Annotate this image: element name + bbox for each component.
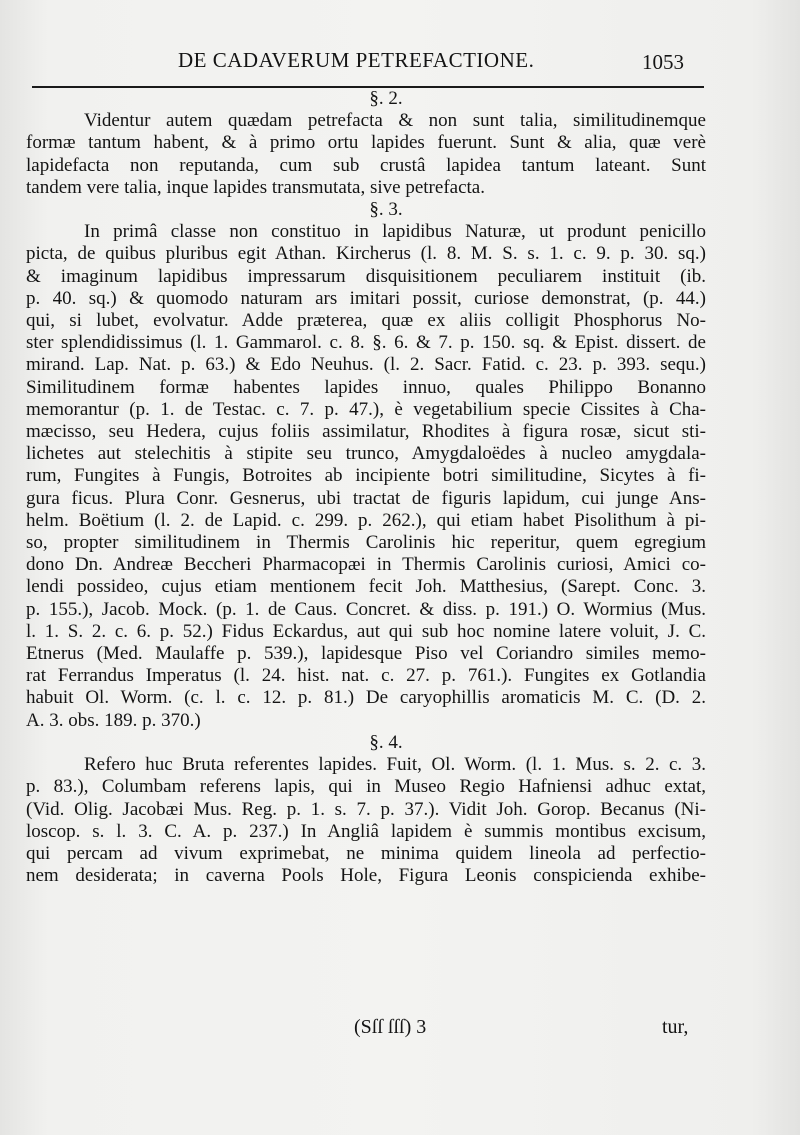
text-line: dono Dn. Andreæ Beccheri Pharmacopæi in Thermis Carolinis curiosi, Amici co-	[26, 554, 706, 576]
text-line: p. 40. sq.) & quomodo naturam ars imitari possit, curiose demonstrat, (p. 44.)	[26, 287, 706, 309]
text-line: qui, si lubet, evolvatur. Adde præterea, quæ ex aliis colligit Phosphorus No-	[26, 310, 706, 332]
text-line: lapidefacta non reputanda, cum sub crustâ lapidea tantum lateant. Sunt	[26, 154, 706, 176]
text-line: tandem vere talia, inque lapides transmutata, sive petrefacta.	[26, 176, 485, 198]
page-number: 1053	[642, 50, 684, 74]
text-line: (Vid. Olig. Jacobæi Mus. Reg. p. 1. s. 7. p. 37.). Vidit Joh. Gorop. Becanus (Ni-	[26, 798, 706, 820]
text-line: Videntur autem quædam petrefacta & non sunt talia, similitudinemque	[84, 110, 706, 132]
section-4	[26, 732, 706, 887]
text-line: nem desiderata; in caverna Pools Hole, Figura Leonis conspicienda exhibe-	[26, 865, 706, 887]
text-line: Similitudinem formæ habentes lapides innuo, quales Philippo Bonanno	[26, 376, 706, 398]
section-heading: §. 3.	[369, 199, 403, 221]
text-line: l. 1. S. 2. c. 6. p. 52.) Fidus Eckardus, aut qui sub hoc nomine latere voluit, J. C.	[26, 620, 706, 642]
text-line: helm. Boëtium (l. 2. de Lapid. c. 299. p. 262.), qui etiam habet Pisolithum à pi-	[26, 509, 706, 531]
text-line: rum, Fungites à Fungis, Botroites ab incipiente botri similitudine, Sicytes à fi-	[26, 465, 706, 487]
text-line: memorantur (p. 1. de Testac. c. 7. p. 47.), è vegetabilium specie Cissites à Cha-	[26, 398, 706, 420]
body-text	[26, 88, 706, 887]
text-line: & imaginum lapidibus impressarum disquisitionem peculiarem instituit (ib.	[26, 265, 706, 287]
section-heading: §. 4.	[369, 731, 403, 753]
text-line: so, propter similitudinem in Thermis Carolinis hic reperitur, quem egregium	[26, 532, 706, 554]
text-line: loscop. s. l. 3. C. A. p. 237.) In Angliâ lapidem è summis montibus excisum,	[26, 820, 706, 842]
text-line: ster splendidissimus (l. 1. Gammarol. c. 8. §. 6. & 7. p. 150. sq. & Epist. dissert. de	[26, 332, 706, 354]
text-line: qui percam ad vivum exprimebat, ne minima quidem lineola ad perfectio-	[26, 842, 706, 864]
text-line: A. 3. obs. 189. p. 370.)	[26, 709, 201, 731]
text-line: p. 83.), Columbam referens lapis, qui in Museo Regio Hafniensi adhuc extat,	[26, 776, 706, 798]
text-line: mirand. Lap. Nat. p. 63.) & Edo Neuhus. (l. 2. Sacr. Fatid. c. 23. p. 393. sequ.)	[26, 354, 706, 376]
text-line: lendi possideo, cujus etiam mentionem fecit Joh. Matthesius, (Sarept. Conc. 3.	[26, 576, 706, 598]
text-line: lichetes aut stelechitis à stipite seu trunco, Amygdaloëdes à nucleo amygdala-	[26, 443, 706, 465]
running-title: DE CADAVERUM PETREFACTIONE.	[178, 48, 535, 72]
text-line: habuit Ol. Worm. (c. l. c. 12. p. 81.) De caryophillis aromaticis M. C. (D. 2.	[26, 687, 706, 709]
text-line: Etnerus (Med. Maulaffe p. 539.), lapidesque Piso vel Coriandro similes memo-	[26, 643, 706, 665]
section-3	[26, 199, 706, 732]
text-line: gura ficus. Plura Conr. Gesnerus, ubi tractat de figuris lapidum, cui junge Ans-	[26, 487, 706, 509]
section-heading: §. 2.	[369, 88, 403, 109]
text-line: mæcisso, seu Hedera, cujus foliis assimilatur, Rhodites à figura rosæ, sicut sti-	[26, 421, 706, 443]
text-line: Refero huc Bruta referentes lapides. Fuit, Ol. Worm. (l. 1. Mus. s. 2. c. 3.	[84, 754, 706, 776]
text-line: p. 155.), Jacob. Mock. (p. 1. de Caus. Concret. & diss. p. 191.) O. Wormius (Mus.	[26, 598, 706, 620]
running-head	[30, 42, 730, 82]
section-2	[26, 88, 706, 199]
text-line: In primâ classe non constituo in lapidibus Naturæ, ut produnt penicillo	[84, 221, 706, 243]
text-line: rat Ferrandus Imperatus (l. 24. hist. nat. c. 27. p. 761.). Fungites ex Gotlandia	[26, 665, 706, 687]
text-line: formæ tantum habent, & à primo ortu lapides fuerunt. Sunt & alia, quæ verè	[26, 132, 706, 154]
signature-mark: (Sſſ ſſſ) 3	[354, 1016, 427, 1038]
catchword: tur,	[662, 1016, 689, 1038]
text-line: picta, de quibus pluribus egit Athan. Kircherus (l. 8. M. S. s. 1. c. 9. p. 30. sq.)	[26, 243, 706, 265]
